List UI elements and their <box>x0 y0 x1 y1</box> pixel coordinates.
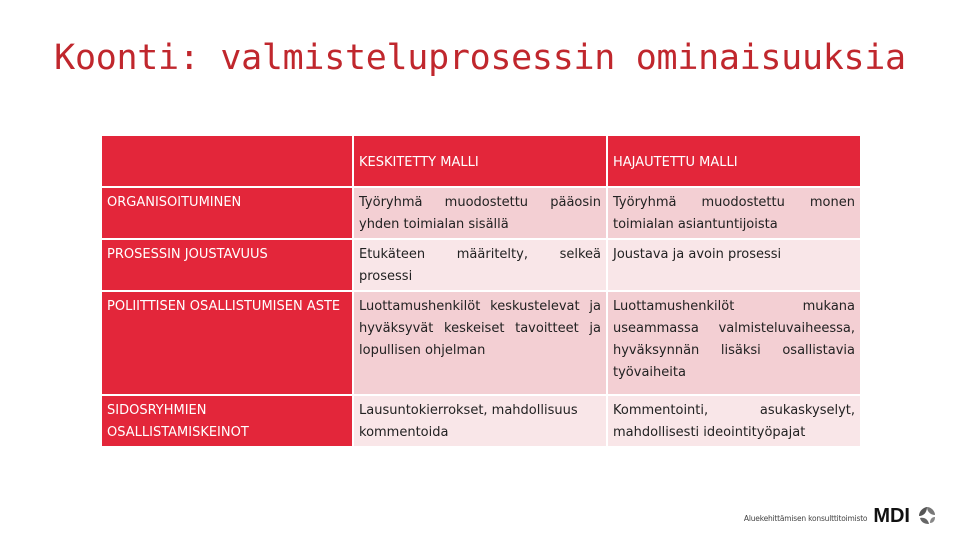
page-title: Koonti: valmisteluprosessin ominaisuuksia <box>54 38 906 78</box>
header-keskitetty: KESKITETTY MALLI <box>354 136 606 186</box>
cell-keskitetty: Lausuntokierrokset, mahdollisuus kommentoida <box>354 396 606 446</box>
cell-hajautettu: Työryhmä muodostettu monen toimialan asiantuntijoista <box>608 188 860 238</box>
logo-tagline: Aluekehittämisen konsulttitoimisto <box>743 514 868 523</box>
leaf-mark-icon <box>916 504 938 526</box>
table-row <box>102 292 860 394</box>
cell-hajautettu: Kommentointi, asukaskyselyt, mahdollisesti ideointityöpajat <box>608 396 860 446</box>
table-row <box>102 188 860 238</box>
header-empty-cell <box>102 136 352 186</box>
table-row <box>102 396 860 446</box>
cell-keskitetty: Etukäteen määritelty, selkeä prosessi <box>354 240 606 290</box>
mdi-logo <box>744 504 938 526</box>
comparison-table <box>100 134 862 448</box>
row-label-organisoituminen: ORGANISOITUMINEN <box>102 188 352 238</box>
table-row <box>102 240 860 290</box>
cell-keskitetty: Työryhmä muodostettu pääosin yhden toimialan sisällä <box>354 188 606 238</box>
logo-name: MDI <box>873 505 910 527</box>
cell-hajautettu: Luottamushenkilöt mukana useammassa valmisteluvaiheessa, hyväksynnän lisäksi osallistavia työvaiheita <box>608 292 860 394</box>
row-label-prosessin-joustavuus: PROSESSIN JOUSTAVUUS <box>102 240 352 290</box>
cell-hajautettu: Joustava ja avoin prosessi <box>608 240 860 290</box>
row-label-poliittisen-osallistumisen-aste: POLIITTISEN OSALLISTUMISEN ASTE <box>102 292 352 394</box>
table-header-row <box>102 136 860 186</box>
header-hajautettu: HAJAUTETTU MALLI <box>608 136 860 186</box>
cell-keskitetty: Luottamushenkilöt keskustelevat ja hyväksyvät keskeiset tavoitteet ja lopullisen ohjelman <box>354 292 606 394</box>
row-label-sidosryhmien-osallistamiskeinot: SIDOSRYHMIEN OSALLISTAMISKEINOT <box>102 396 352 446</box>
